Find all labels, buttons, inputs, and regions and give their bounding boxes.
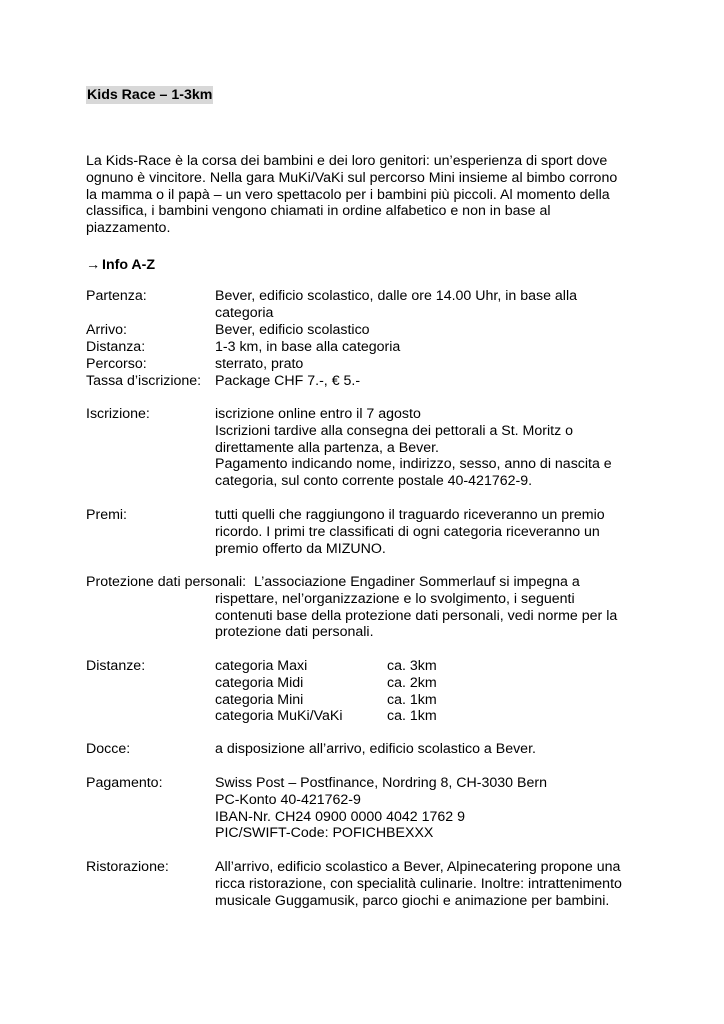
value-line: L’associazione Engadiner Sommerlauf si impegna a [254, 574, 580, 590]
intro-line: ognuno è vincitore. Nella gara MuKi/VaKi sul percorso Mini insieme al bimbo corrono [86, 169, 618, 186]
value-line: premio offerto da MIZUNO. [215, 540, 386, 557]
info-heading [86, 256, 155, 274]
value-line: iscrizione online entro il 7 agosto [215, 406, 421, 422]
category-distance: ca. 2km [387, 674, 437, 691]
arrivo-label: Arrivo: [86, 322, 127, 338]
iscrizione-label: Iscrizione: [86, 406, 150, 422]
intro-line: piazzamento. [86, 220, 171, 237]
tassa-value: Package CHF 7.-, € 5.- [215, 373, 361, 389]
value-line: Iscrizioni tardive alla consegna dei pettorali a St. Moritz o [215, 422, 574, 439]
value-line: categoria, sul conto corrente postale 40-421762-9. [215, 473, 533, 490]
percorso-label: Percorso: [86, 356, 147, 372]
distanze-table [215, 658, 437, 725]
category-distance: ca. 1km [387, 691, 437, 708]
pagamento-label: Pagamento: [86, 775, 163, 791]
distanza-value: 1-3 km, in base alla categoria [215, 339, 401, 355]
protezione-label [86, 574, 580, 591]
value-line: Pagamento indicando nome, indirizzo, sesso, anno di nascita e [215, 456, 612, 473]
docce-label: Docce: [86, 741, 131, 757]
value-line: All’arrivo, edificio scolastico a Bever, Alpinecatering propone una [215, 859, 621, 875]
protezione-value [215, 591, 617, 641]
intro-line: la mamma o il papà – un vero spettacolo per i bambini più piccoli. Al momento della [86, 186, 610, 203]
value-line: IBAN-Nr. CH24 0900 0000 4042 1762 9 [215, 808, 466, 825]
percorso-value: sterrato, prato [215, 356, 304, 372]
value-line: direttamente alla partenza, a Bever. [215, 439, 439, 456]
arrow-right-icon: → [86, 257, 101, 273]
info-heading-label: Info A-Z [102, 257, 156, 273]
category-name: categoria Midi [215, 674, 304, 691]
intro-line: classifica, i bambini vengono chiamati in ordine alfabetico e non in base al [86, 203, 551, 220]
value-line: PC-Konto 40-421762-9 [215, 791, 361, 808]
tassa-label: Tassa d’iscrizione: [86, 373, 202, 389]
distance-row [215, 708, 437, 725]
value-line: categoria [215, 304, 274, 321]
intro-line: La Kids-Race è la corsa dei bambini e dei loro genitori: un’esperienza di sport dove [86, 153, 608, 169]
value-line: Bever, edificio scolastico, dalle ore 14.00 Uhr, in base alla [215, 288, 577, 304]
distance-row [215, 658, 437, 675]
ristorazione-value [215, 859, 622, 909]
distance-row [215, 692, 437, 709]
distanza-label: Distanza: [86, 339, 146, 355]
category-name: categoria MuKi/VaKi [215, 708, 343, 725]
category-name: categoria Maxi [215, 658, 308, 674]
premi-value [215, 507, 605, 557]
value-line: tutti quelli che raggiungono il traguardo riceveranno un premio [215, 507, 605, 523]
value-line: Swiss Post – Postfinance, Nordring 8, CH-3030 Bern [215, 775, 547, 791]
distance-row [215, 675, 437, 692]
distanze-label: Distanze: [86, 658, 146, 674]
category-name: categoria Mini [215, 691, 304, 708]
value-line: PIC/SWIFT-Code: POFICHBEXXX [215, 825, 434, 842]
value-line: musicale Guggamusik, parco giochi e animazione per bambini. [215, 892, 610, 909]
partenza-value [215, 288, 577, 322]
ristorazione-label: Ristorazione: [86, 859, 169, 875]
value-line: rispettare, nel’organizzazione e lo svolgimento, i seguenti [215, 590, 575, 607]
page-title: Kids Race – 1-3km [87, 87, 213, 103]
iscrizione-value [215, 406, 612, 490]
value-line: ricca ristorazione, con specialità culinarie. Inoltre: intrattenimento [215, 875, 622, 892]
intro-paragraph [86, 153, 646, 237]
category-distance: ca. 1km [387, 708, 437, 725]
value-line: protezione dati personali. [215, 624, 374, 641]
category-distance: ca. 3km [387, 658, 437, 674]
value-line: contenuti base della protezione dati personali, vedi norme per la [215, 607, 618, 624]
premi-label: Premi: [86, 507, 127, 523]
pagamento-value [215, 775, 547, 842]
docce-value: a disposizione all’arrivo, edificio scolastico a Bever. [215, 741, 536, 757]
arrivo-value: Bever, edificio scolastico [215, 322, 370, 338]
value-line: ricordo. I primi tre classificati di ogni categoria riceveranno un [215, 523, 600, 540]
partenza-label: Partenza: [86, 288, 147, 304]
protezione-label-text: Protezione dati personali: [86, 574, 247, 590]
